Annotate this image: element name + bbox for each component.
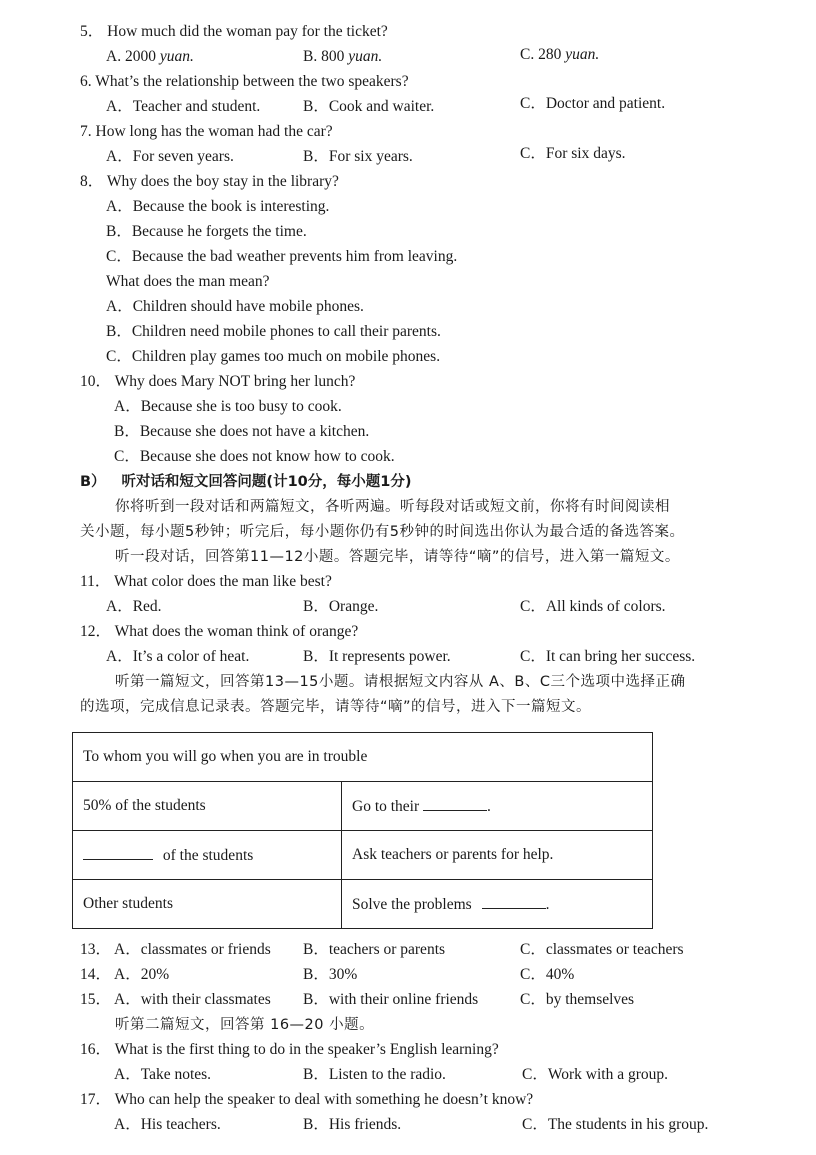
q13-option-b: B．teachers or parents [303,941,446,958]
q8-option-c: C．Because the bad weather prevents him from leaving. [106,248,458,265]
section-title: 听对话和短文回答问题(计10分，每小题1分) [121,474,412,490]
q16-option-c: C．Work with a group. [522,1066,668,1083]
q13-option-c: C．classmates or teachers [520,941,684,958]
table-row [73,782,653,831]
info-record-table [72,732,653,929]
q12-option-c: C．It can bring her success. [520,648,696,665]
question-14 [80,965,169,985]
question-number: 17． [80,1091,112,1108]
question-6 [80,72,409,92]
question-text: Why does Mary NOT bring her lunch? [114,373,356,390]
question-text: What does the woman think of orange? [114,623,359,640]
table-cell: Solve the problems . [342,880,653,929]
question-text: Why does the boy stay in the library? [106,173,339,190]
question-text: What color does the man like best? [114,573,332,590]
q11-option-c: C．All kinds of colors. [520,598,666,615]
table-cell: of the students [73,831,342,880]
question-11 [80,572,332,592]
q11-option-a: A．Red. [106,598,162,615]
q7-option-a: A．For seven years. [106,148,234,165]
passage-2-instruction: 听第二篇短文，回答第 16—20 小题。 [115,1017,375,1033]
table-row [73,880,653,929]
question-number: 12． [80,623,112,640]
table-row [73,733,653,782]
question-number: 13． [80,941,112,958]
q16-option-a: A．Take notes. [114,1066,212,1083]
q8-option-b: B．Because he forgets the time. [106,223,307,240]
question-number: 6. [80,73,92,90]
q9-option-a: A．Children should have mobile phones. [106,298,364,315]
q5-option-b: B. 800 yuan. [303,48,383,65]
question-5: 5． How much did the woman pay for the ticket? [80,23,388,40]
q8-option-a: A．Because the book is interesting. [106,198,330,215]
table-cell: Other students [73,880,342,929]
q5-option-a: A. 2000 yuan. [106,48,194,65]
table-cell: 50% of the students [73,782,342,831]
q12-option-a: A．It’s a color of heat. [106,648,250,665]
section-b-instruction-2: 关小题，每小题5秒钟；听完后，每小题你仍有5秒钟的时间选出你认为最合适的备选答案。 [80,524,685,540]
question-16 [80,1040,499,1060]
q7-option-c: C．For six days. [520,145,626,162]
q10-option-a: A．Because she is too busy to cook. [114,398,342,415]
q6-option-a: A．Teacher and student. [106,98,261,115]
q12-option-b: B．It represents power. [303,648,451,665]
question-9: What does the man mean? [106,273,270,290]
question-text: What’s the relationship between the two speakers? [95,73,409,90]
question-7 [80,122,333,142]
table-header-cell: To whom you will go when you are in trouble [73,733,653,782]
q17-option-a: A．His teachers. [114,1116,221,1133]
table-cell: Go to their . [342,782,653,831]
passage-1-instruction-1: 听第一篇短文，回答第13—15小题。请根据短文内容从 A、B、C三个选项中选择正确 [115,674,686,690]
q9-option-c: C．Children play games too much on mobile phones. [106,348,441,365]
q15-option-a: A．with their classmates [114,991,271,1008]
table-row [73,831,653,880]
question-13 [80,940,271,960]
section-label: B） [80,474,106,490]
answer-blank-15 [482,894,546,909]
question-number: 7. [80,123,92,140]
q15-option-c: C．by themselves [520,991,635,1008]
question-number: 10． [80,373,112,390]
answer-blank-13 [423,796,487,811]
question-10 [80,372,355,392]
question-number: 14． [80,966,112,983]
q6-option-c: C．Doctor and patient. [520,95,666,112]
question-15 [80,990,271,1010]
q5-option-c: C. 280 yuan. [520,46,600,63]
q14-option-b: B．30% [303,966,358,983]
q17-option-b: B．His friends. [303,1116,402,1133]
question-number: 15． [80,991,112,1008]
answer-blank-14 [83,845,153,860]
q13-option-a: A．classmates or friends [114,941,271,958]
q6-option-b: B．Cook and waiter. [303,98,435,115]
q11-option-b: B．Orange. [303,598,379,615]
passage-1-instruction-2: 的选项，完成信息记录表。答题完毕，请等待“嘀”的信号，进入下一篇短文。 [80,699,592,715]
q17-option-c: C．The students in his group. [522,1116,709,1133]
q15-option-b: B．with their online friends [303,991,479,1008]
question-number: 11． [80,573,111,590]
section-b-instruction-3: 听一段对话，回答第11—12小题。答题完毕，请等待“嘀”的信号，进入第一篇短文。 [115,549,680,565]
table-cell: Ask teachers or parents for help. [342,831,653,880]
question-8 [80,172,339,192]
question-12 [80,622,358,642]
q10-option-b: B．Because she does not have a kitchen. [114,423,370,440]
q14-option-c: C．40% [520,966,575,983]
question-text: Who can help the speaker to deal with something he doesn’t know? [114,1091,534,1108]
question-text: How much did the woman pay for the ticket? [107,23,388,40]
q9-option-b: B．Children need mobile phones to call their parents. [106,323,441,340]
question-text: What is the first thing to do in the speaker’s English learning? [114,1041,499,1058]
question-number: 8． [80,173,104,190]
question-17 [80,1090,533,1110]
question-number: 5 [80,23,88,40]
section-b-heading [80,472,411,492]
question-text: How long has the woman had the car? [95,123,333,140]
question-number: 16． [80,1041,112,1058]
q7-option-b: B．For six years. [303,148,413,165]
section-b-instruction-1: 你将听到一段对话和两篇短文，各听两遍。听每段对话或短文前，你将有时间阅读相 [115,499,670,515]
q10-option-c: C．Because she does not know how to cook. [114,448,395,465]
q16-option-b: B．Listen to the radio. [303,1066,446,1083]
q14-option-a: A．20% [114,966,170,983]
